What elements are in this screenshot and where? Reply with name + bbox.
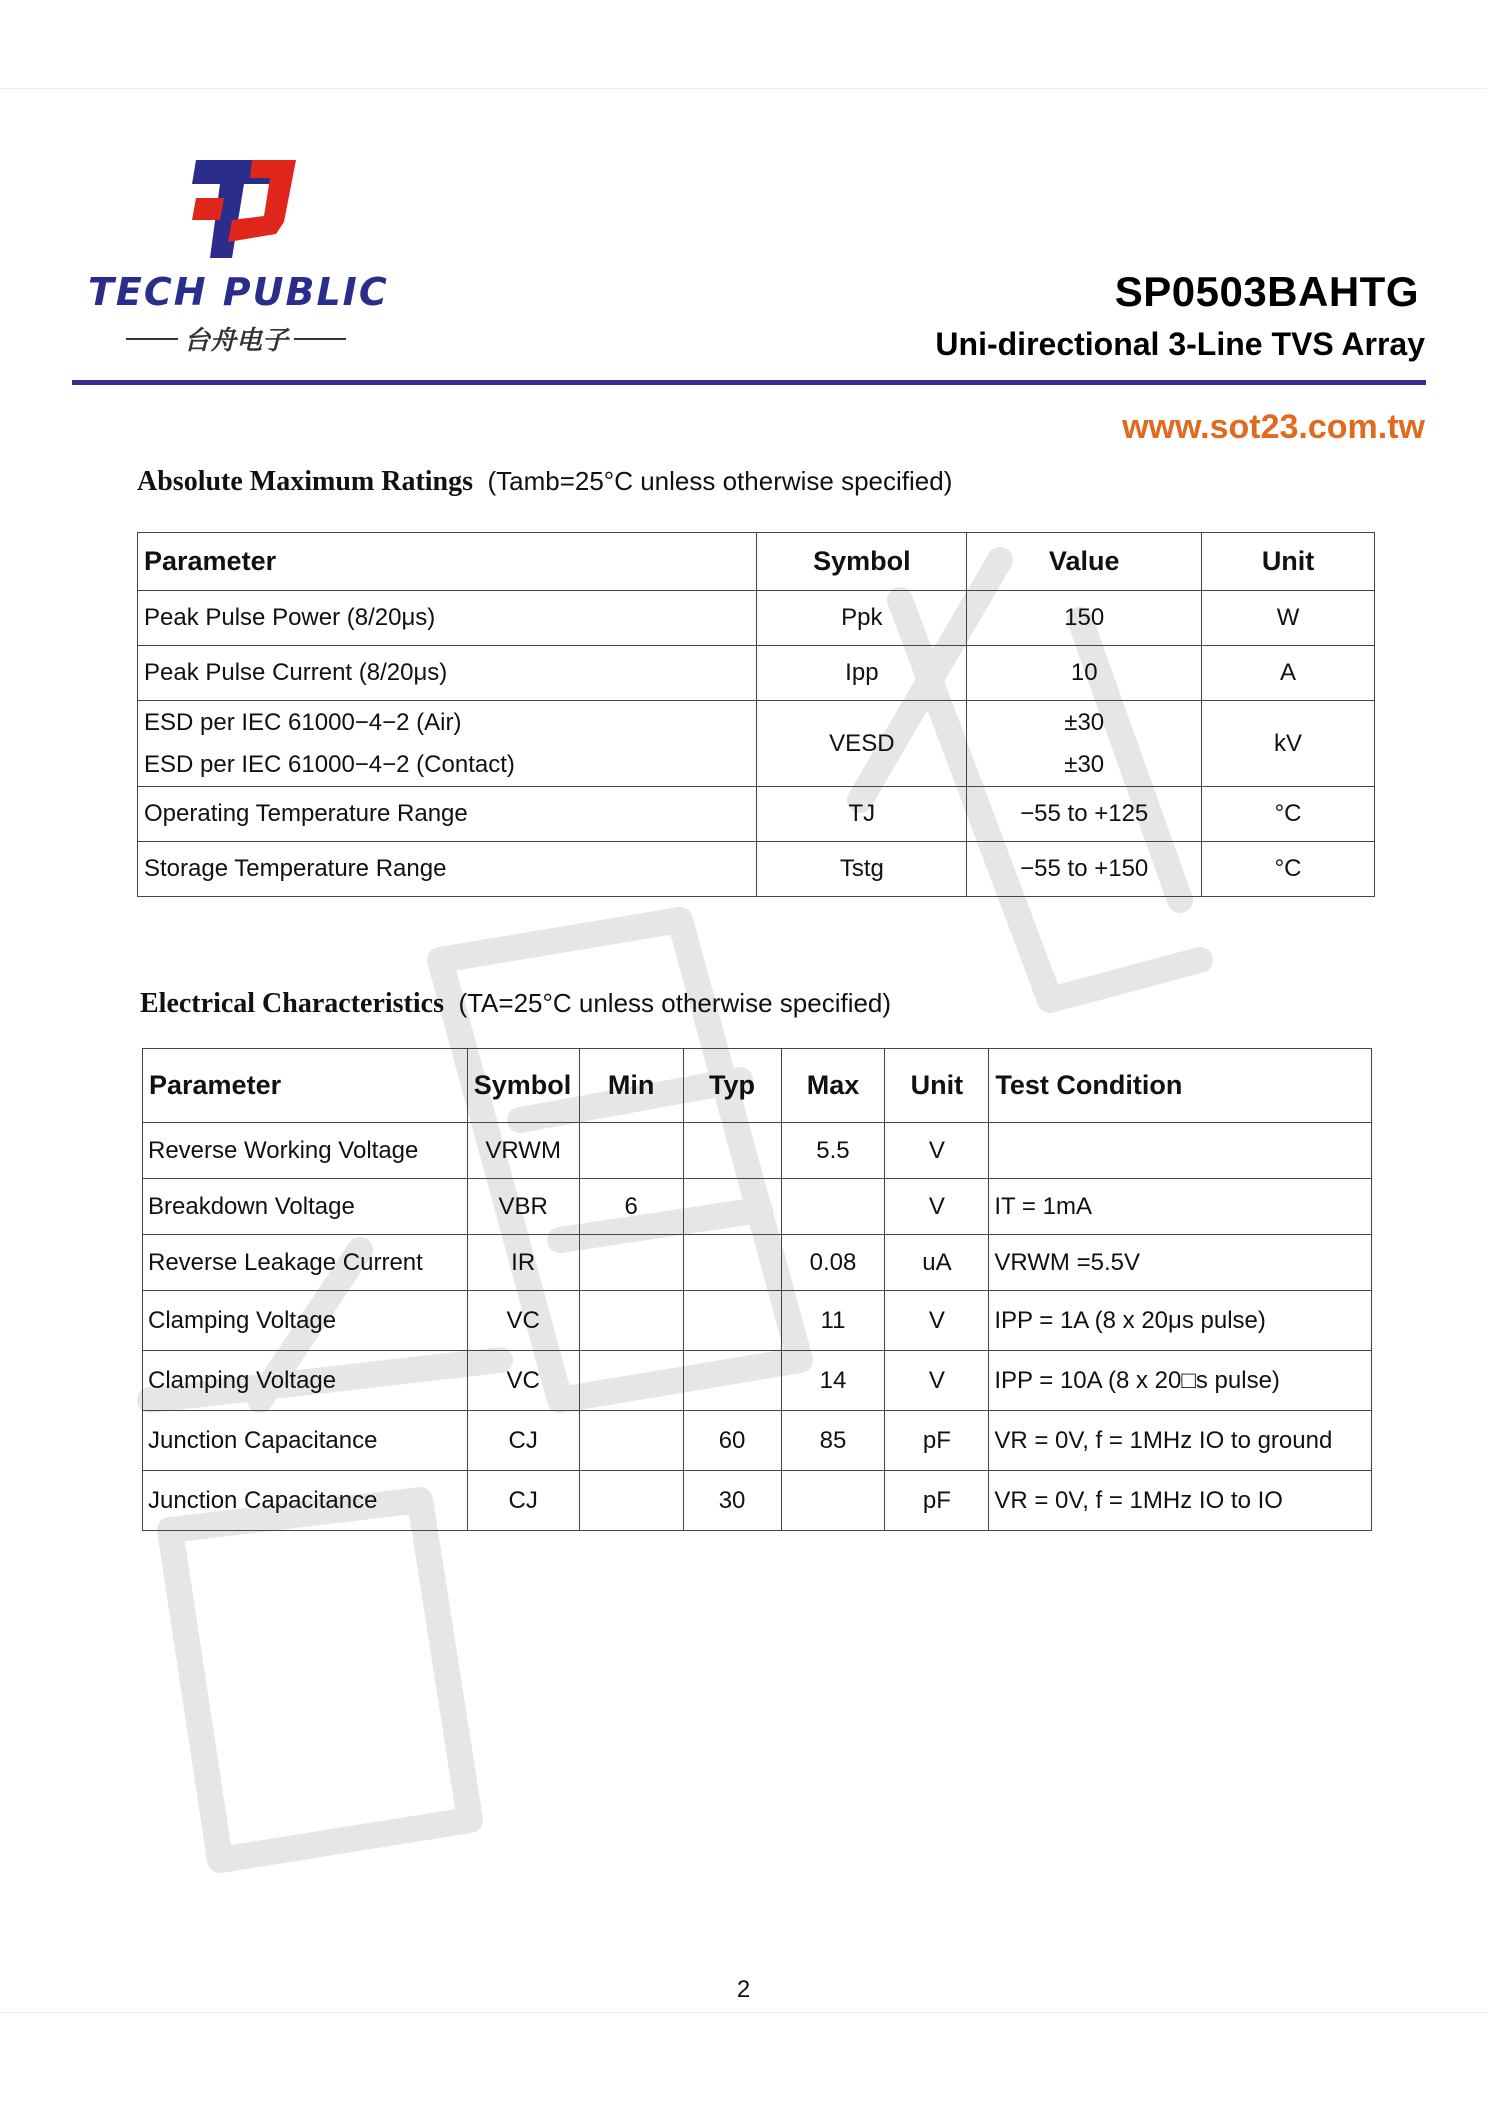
part-number: SP0503BAHTG: [1114, 268, 1419, 315]
col-typ: Typ: [683, 1049, 781, 1123]
cell-symbol: CJ: [467, 1411, 579, 1471]
cell-symbol: Tstg: [757, 842, 967, 897]
cell-parameter: Junction Capacitance: [143, 1411, 468, 1471]
table-row: [143, 1351, 1372, 1411]
col-test-condition: Test Condition: [989, 1049, 1372, 1123]
table-row: [143, 1291, 1372, 1351]
cell-condition: IT = 1mA: [989, 1179, 1372, 1235]
cell-typ: [683, 1235, 781, 1291]
cell-parameter: Clamping Voltage: [143, 1351, 468, 1411]
table-row: [143, 1123, 1372, 1179]
table-row: [138, 646, 1375, 701]
table-header-row: [138, 533, 1375, 591]
cell-max: 11: [781, 1291, 885, 1351]
logo-line-right: [294, 338, 346, 340]
cell-max: 5.5: [781, 1123, 885, 1179]
cell-min: [579, 1411, 683, 1471]
cell-min: 6: [579, 1179, 683, 1235]
cell-unit: A: [1202, 646, 1375, 701]
company-logo: [84, 158, 389, 358]
col-parameter: Parameter: [138, 533, 757, 591]
cell-parameter-contact: ESD per IEC 61000−4−2 (Contact): [144, 750, 515, 778]
page-bottom-edge: [0, 2012, 1487, 2013]
cell-unit: kV: [1202, 701, 1375, 787]
cell-unit: uA: [885, 1235, 989, 1291]
cell-symbol: VC: [467, 1351, 579, 1411]
cell-parameter-air: ESD per IEC 61000−4−2 (Air): [144, 708, 462, 736]
cell-value-air: ±30: [1064, 708, 1105, 736]
logo-line-left: [126, 338, 178, 340]
abs-max-note: (Tamb=25°C unless otherwise specified): [487, 466, 953, 496]
cell-parameter: Peak Pulse Power (8/20μs): [138, 591, 757, 646]
cell-symbol: CJ: [467, 1471, 579, 1531]
website-link[interactable]: www.sot23.com.tw: [1122, 408, 1425, 446]
cell-value: −55 to +150: [967, 842, 1202, 897]
cell-symbol: VC: [467, 1291, 579, 1351]
cell-typ: [683, 1123, 781, 1179]
cell-condition: VR = 0V, f = 1MHz IO to IO: [989, 1471, 1372, 1531]
cell-symbol: VESD: [757, 701, 967, 787]
col-parameter: Parameter: [143, 1049, 468, 1123]
cell-condition: VRWM =5.5V: [989, 1235, 1372, 1291]
table-header-row: [143, 1049, 1372, 1123]
table-row: [138, 842, 1375, 897]
table-row: [143, 1411, 1372, 1471]
table-row: [143, 1179, 1372, 1235]
cell-parameter: [138, 701, 757, 787]
page-number: 2: [736, 1976, 751, 2003]
cell-parameter: Storage Temperature Range: [138, 842, 757, 897]
elec-note: (TA=25°C unless otherwise specified): [458, 988, 892, 1018]
cell-typ: [683, 1351, 781, 1411]
cell-parameter: Junction Capacitance: [143, 1471, 468, 1531]
cell-unit: V: [885, 1179, 989, 1235]
cell-min: [579, 1291, 683, 1351]
abs-max-heading: [137, 466, 952, 498]
table-row: [143, 1471, 1372, 1531]
elec-heading: [140, 988, 891, 1020]
col-max: Max: [781, 1049, 885, 1123]
cell-max: 14: [781, 1351, 885, 1411]
abs-max-title: Absolute Maximum Ratings: [137, 466, 474, 497]
page-top-edge: [0, 88, 1487, 89]
cell-symbol: VBR: [467, 1179, 579, 1235]
header-rule: [72, 380, 1426, 385]
cell-condition: VR = 0V, f = 1MHz IO to ground: [989, 1411, 1372, 1471]
cell-parameter: Breakdown Voltage: [143, 1179, 468, 1235]
cell-min: [579, 1471, 683, 1531]
cell-parameter: Operating Temperature Range: [138, 787, 757, 842]
logo-chinese: 台舟电子: [184, 325, 289, 355]
cell-max: [781, 1471, 885, 1531]
cell-max: 85: [781, 1411, 885, 1471]
cell-parameter: Clamping Voltage: [143, 1291, 468, 1351]
col-unit: Unit: [885, 1049, 989, 1123]
cell-unit: °C: [1202, 787, 1375, 842]
abs-max-table: [137, 532, 1375, 897]
cell-unit: W: [1202, 591, 1375, 646]
cell-unit: V: [885, 1351, 989, 1411]
table-row: [143, 1235, 1372, 1291]
cell-value-contact: ±30: [1064, 750, 1105, 778]
cell-min: [579, 1123, 683, 1179]
cell-symbol: TJ: [757, 787, 967, 842]
cell-min: [579, 1351, 683, 1411]
cell-symbol: Ipp: [757, 646, 967, 701]
cell-parameter: Reverse Leakage Current: [143, 1235, 468, 1291]
cell-value: [967, 701, 1202, 787]
logo-mark: [184, 158, 304, 262]
cell-value: 150: [967, 591, 1202, 646]
cell-typ: 30: [683, 1471, 781, 1531]
cell-condition: [989, 1123, 1372, 1179]
col-symbol: Symbol: [757, 533, 967, 591]
logo-text: TECH PUBLIC: [88, 270, 389, 314]
cell-unit: V: [885, 1291, 989, 1351]
table-row: [138, 591, 1375, 646]
cell-symbol: VRWM: [467, 1123, 579, 1179]
subtitle: Uni-directional 3-Line TVS Array: [935, 326, 1425, 362]
elec-table: [142, 1048, 1372, 1531]
table-row: [138, 701, 1375, 787]
cell-max: [781, 1179, 885, 1235]
col-value: Value: [967, 533, 1202, 591]
cell-unit: V: [885, 1123, 989, 1179]
cell-typ: 60: [683, 1411, 781, 1471]
col-unit: Unit: [1202, 533, 1375, 591]
col-min: Min: [579, 1049, 683, 1123]
cell-value: −55 to +125: [967, 787, 1202, 842]
cell-condition: IPP = 10A (8 x 20□s pulse): [989, 1351, 1372, 1411]
cell-parameter: Peak Pulse Current (8/20μs): [138, 646, 757, 701]
cell-symbol: Ppk: [757, 591, 967, 646]
cell-unit: °C: [1202, 842, 1375, 897]
cell-typ: [683, 1291, 781, 1351]
cell-typ: [683, 1179, 781, 1235]
cell-max: 0.08: [781, 1235, 885, 1291]
cell-min: [579, 1235, 683, 1291]
table-row: [138, 787, 1375, 842]
cell-unit: pF: [885, 1471, 989, 1531]
cell-unit: pF: [885, 1411, 989, 1471]
cell-parameter: Reverse Working Voltage: [143, 1123, 468, 1179]
cell-condition: IPP = 1A (8 x 20μs pulse): [989, 1291, 1372, 1351]
col-symbol: Symbol: [467, 1049, 579, 1123]
logo-subtext: [126, 320, 346, 357]
cell-value: 10: [967, 646, 1202, 701]
elec-title: Electrical Characteristics: [140, 988, 444, 1019]
cell-symbol: IR: [467, 1235, 579, 1291]
